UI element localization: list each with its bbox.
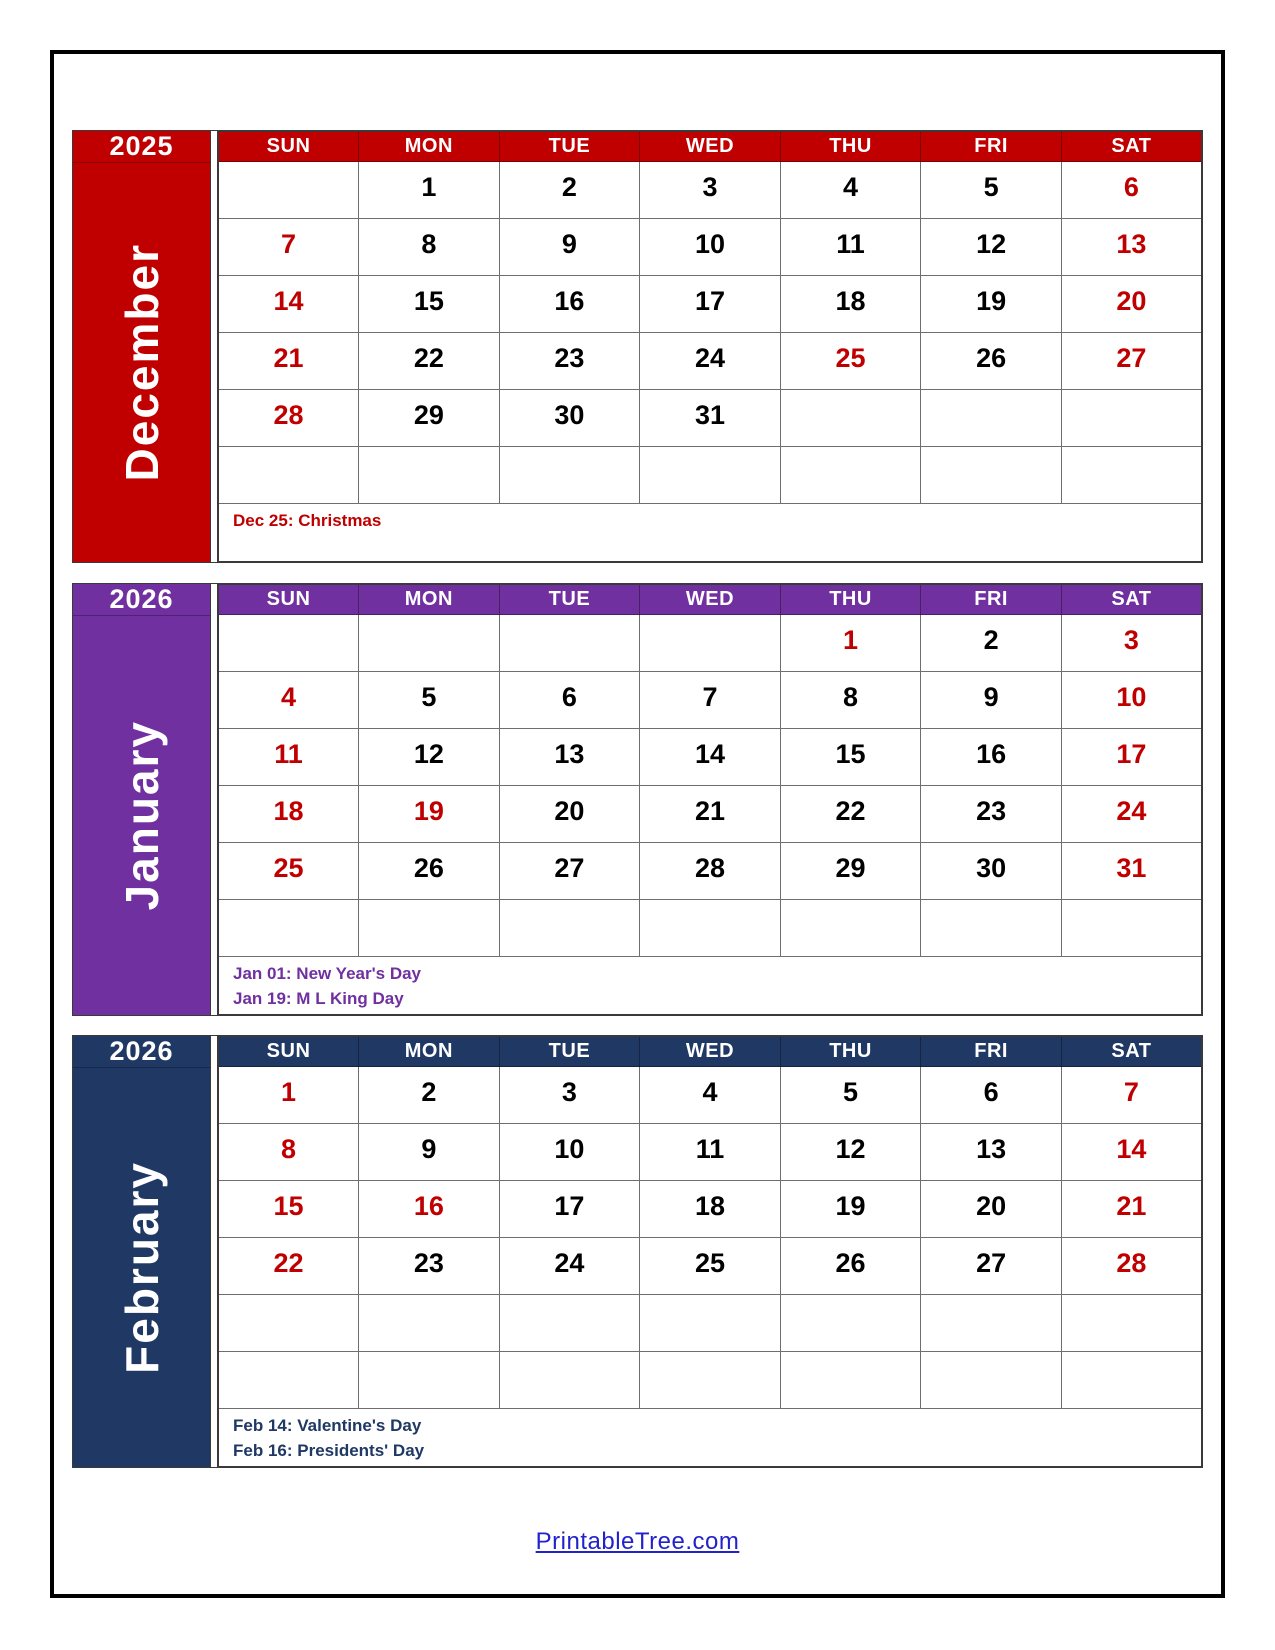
empty-date-cell [780, 900, 921, 957]
month-sidebar [72, 1035, 211, 1468]
empty-date-cell [499, 447, 640, 504]
year-label: 2026 [73, 1036, 210, 1068]
date-cell: 7 [1061, 1067, 1202, 1124]
date-cell: 3 [640, 162, 781, 219]
date-cell: 27 [1061, 333, 1202, 390]
date-cell: 2 [499, 162, 640, 219]
date-cell: 19 [359, 786, 500, 843]
day-header: MON [359, 131, 500, 162]
day-header: TUE [499, 1036, 640, 1067]
date-cell: 15 [359, 276, 500, 333]
day-header: THU [780, 1036, 921, 1067]
date-cell: 19 [921, 276, 1062, 333]
date-cell: 8 [359, 219, 500, 276]
empty-date-cell [780, 390, 921, 447]
empty-date-cell [218, 615, 359, 672]
week-row [218, 786, 1202, 843]
date-cell: 6 [499, 672, 640, 729]
week-row [218, 900, 1202, 957]
date-cell: 22 [780, 786, 921, 843]
week-row [218, 1238, 1202, 1295]
holiday-note: Feb 14: Valentine's Day [233, 1416, 422, 1435]
empty-date-cell [499, 1295, 640, 1352]
day-header: MON [359, 584, 500, 615]
week-row [218, 447, 1202, 504]
week-row [218, 1352, 1202, 1409]
date-cell: 18 [640, 1181, 781, 1238]
empty-date-cell [780, 447, 921, 504]
date-cell: 1 [359, 162, 500, 219]
date-cell: 6 [1061, 162, 1202, 219]
date-cell: 8 [218, 1124, 359, 1181]
empty-date-cell [359, 447, 500, 504]
date-cell: 7 [640, 672, 781, 729]
week-row [218, 390, 1202, 447]
date-cell: 25 [640, 1238, 781, 1295]
holiday-row [218, 957, 1202, 1016]
week-row [218, 1124, 1202, 1181]
holiday-notes [218, 957, 1202, 1016]
date-cell: 11 [218, 729, 359, 786]
month-january [72, 583, 1203, 1016]
holiday-notes [218, 1409, 1202, 1468]
day-header: SAT [1061, 584, 1202, 615]
week-row [218, 729, 1202, 786]
date-cell: 16 [359, 1181, 500, 1238]
date-cell: 26 [359, 843, 500, 900]
date-cell: 23 [359, 1238, 500, 1295]
empty-date-cell [921, 1295, 1062, 1352]
empty-date-cell [218, 162, 359, 219]
date-cell: 10 [499, 1124, 640, 1181]
date-cell: 21 [218, 333, 359, 390]
date-cell: 27 [921, 1238, 1062, 1295]
date-cell: 15 [218, 1181, 359, 1238]
date-cell: 21 [640, 786, 781, 843]
day-header: THU [780, 131, 921, 162]
date-cell: 17 [1061, 729, 1202, 786]
footer-link[interactable]: PrintableTree.com [535, 1528, 740, 1555]
empty-date-cell [921, 447, 1062, 504]
date-cell: 20 [1061, 276, 1202, 333]
date-cell: 4 [780, 162, 921, 219]
date-cell: 23 [921, 786, 1062, 843]
month-sidebar [72, 130, 211, 563]
footer [54, 1528, 1221, 1556]
week-row [218, 162, 1202, 219]
date-cell: 10 [640, 219, 781, 276]
empty-date-cell [780, 1295, 921, 1352]
day-header-row [218, 131, 1202, 162]
day-header: MON [359, 1036, 500, 1067]
holiday-note: Dec 25: Christmas [233, 511, 382, 530]
date-cell: 5 [359, 672, 500, 729]
date-cell: 30 [499, 390, 640, 447]
month-name: February [115, 1161, 168, 1374]
month-name: January [115, 720, 168, 911]
day-header: WED [640, 131, 781, 162]
date-cell: 28 [1061, 1238, 1202, 1295]
week-row [218, 276, 1202, 333]
empty-date-cell [1061, 900, 1202, 957]
empty-date-cell [499, 1352, 640, 1409]
date-cell: 26 [921, 333, 1062, 390]
empty-date-cell [640, 615, 781, 672]
holiday-row [218, 504, 1202, 563]
empty-date-cell [499, 615, 640, 672]
day-header: FRI [921, 584, 1062, 615]
week-row [218, 219, 1202, 276]
empty-date-cell [359, 1352, 500, 1409]
empty-date-cell [1061, 390, 1202, 447]
empty-date-cell [1061, 1352, 1202, 1409]
calendar-grid [217, 583, 1203, 1016]
date-cell: 13 [1061, 219, 1202, 276]
date-cell: 28 [640, 843, 781, 900]
empty-date-cell [780, 1352, 921, 1409]
empty-date-cell [1061, 1295, 1202, 1352]
day-header: SAT [1061, 1036, 1202, 1067]
day-header: TUE [499, 584, 640, 615]
date-cell: 14 [640, 729, 781, 786]
date-cell: 26 [780, 1238, 921, 1295]
empty-date-cell [921, 390, 1062, 447]
date-cell: 10 [1061, 672, 1202, 729]
empty-date-cell [218, 900, 359, 957]
date-cell: 16 [921, 729, 1062, 786]
date-cell: 27 [499, 843, 640, 900]
date-cell: 18 [218, 786, 359, 843]
date-cell: 2 [921, 615, 1062, 672]
empty-date-cell [640, 1295, 781, 1352]
date-cell: 24 [1061, 786, 1202, 843]
day-header: SUN [218, 131, 359, 162]
date-cell: 16 [499, 276, 640, 333]
date-cell: 6 [921, 1067, 1062, 1124]
date-cell: 29 [780, 843, 921, 900]
month-name-wrap [73, 163, 210, 562]
month-december [72, 130, 1203, 563]
day-header: WED [640, 584, 781, 615]
date-cell: 19 [780, 1181, 921, 1238]
date-cell: 24 [640, 333, 781, 390]
empty-date-cell [359, 615, 500, 672]
date-cell: 28 [218, 390, 359, 447]
day-header: TUE [499, 131, 640, 162]
empty-date-cell [499, 900, 640, 957]
date-cell: 18 [780, 276, 921, 333]
week-row [218, 1067, 1202, 1124]
date-cell: 25 [218, 843, 359, 900]
page-border [50, 50, 1225, 1598]
date-cell: 15 [780, 729, 921, 786]
date-cell: 21 [1061, 1181, 1202, 1238]
calendar-grid [217, 130, 1203, 563]
date-cell: 14 [1061, 1124, 1202, 1181]
date-cell: 3 [499, 1067, 640, 1124]
date-cell: 12 [921, 219, 1062, 276]
day-header: WED [640, 1036, 781, 1067]
empty-date-cell [921, 900, 1062, 957]
holiday-note: Jan 01: New Year's Day [233, 964, 422, 983]
empty-date-cell [359, 900, 500, 957]
empty-date-cell [640, 447, 781, 504]
holiday-notes [218, 504, 1202, 563]
week-row [218, 672, 1202, 729]
day-header-row [218, 584, 1202, 615]
date-cell: 7 [218, 219, 359, 276]
week-row [218, 1295, 1202, 1352]
date-cell: 3 [1061, 615, 1202, 672]
empty-date-cell [218, 1295, 359, 1352]
holiday-note: Jan 19: M L King Day [233, 988, 404, 1008]
date-cell: 20 [499, 786, 640, 843]
month-name-wrap [73, 616, 210, 1015]
date-cell: 29 [359, 390, 500, 447]
date-cell: 1 [780, 615, 921, 672]
holiday-row [218, 1409, 1202, 1468]
date-cell: 9 [359, 1124, 500, 1181]
date-cell: 17 [640, 276, 781, 333]
date-cell: 31 [1061, 843, 1202, 900]
date-cell: 17 [499, 1181, 640, 1238]
week-row [218, 843, 1202, 900]
date-cell: 31 [640, 390, 781, 447]
day-header: FRI [921, 1036, 1062, 1067]
empty-date-cell [640, 1352, 781, 1409]
empty-date-cell [640, 900, 781, 957]
date-cell: 30 [921, 843, 1062, 900]
date-cell: 9 [921, 672, 1062, 729]
date-cell: 1 [218, 1067, 359, 1124]
day-header: THU [780, 584, 921, 615]
date-cell: 5 [780, 1067, 921, 1124]
day-header: FRI [921, 131, 1062, 162]
year-label: 2025 [73, 131, 210, 163]
year-label: 2026 [73, 584, 210, 616]
month-february [72, 1035, 1203, 1468]
holiday-note: Feb 16: Presidents' Day [233, 1440, 425, 1460]
date-cell: 24 [499, 1238, 640, 1295]
empty-date-cell [1061, 447, 1202, 504]
day-header: SUN [218, 1036, 359, 1067]
date-cell: 12 [359, 729, 500, 786]
date-cell: 20 [921, 1181, 1062, 1238]
date-cell: 2 [359, 1067, 500, 1124]
month-name: December [115, 243, 168, 482]
date-cell: 4 [218, 672, 359, 729]
date-cell: 8 [780, 672, 921, 729]
empty-date-cell [218, 447, 359, 504]
date-cell: 9 [499, 219, 640, 276]
calendar-grid [217, 1035, 1203, 1468]
date-cell: 13 [499, 729, 640, 786]
week-row [218, 615, 1202, 672]
day-header: SAT [1061, 131, 1202, 162]
date-cell: 4 [640, 1067, 781, 1124]
empty-date-cell [218, 1352, 359, 1409]
empty-date-cell [359, 1295, 500, 1352]
week-row [218, 1181, 1202, 1238]
week-row [218, 333, 1202, 390]
date-cell: 11 [640, 1124, 781, 1181]
date-cell: 22 [359, 333, 500, 390]
date-cell: 14 [218, 276, 359, 333]
empty-date-cell [921, 1352, 1062, 1409]
day-header-row [218, 1036, 1202, 1067]
day-header: SUN [218, 584, 359, 615]
date-cell: 12 [780, 1124, 921, 1181]
date-cell: 23 [499, 333, 640, 390]
date-cell: 11 [780, 219, 921, 276]
month-name-wrap [73, 1068, 210, 1467]
month-sidebar [72, 583, 211, 1016]
date-cell: 13 [921, 1124, 1062, 1181]
date-cell: 22 [218, 1238, 359, 1295]
date-cell: 5 [921, 162, 1062, 219]
date-cell: 25 [780, 333, 921, 390]
